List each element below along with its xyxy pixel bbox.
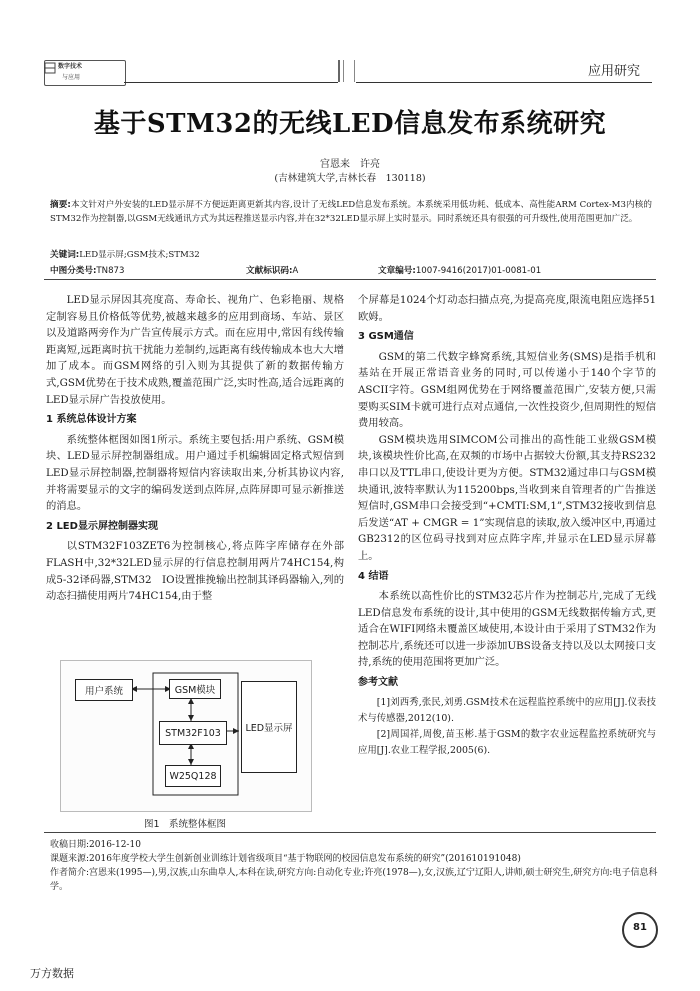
right-column [358,292,656,759]
article-number-label: 文章编号: [378,266,416,276]
authors: 宫恩来 许亮 [320,159,380,170]
received-date: 收稿日期:2016-12-10 [50,840,141,850]
keywords-label: 关键词: [50,250,80,260]
article-number-value: 1007-9416(2017)01-0081-01 [415,266,542,276]
author-bio: 作者简介:宫恩来(1995—),男,汉族,山东曲阜人,本科在读,研究方向:自动化专业;许亮(1978—),女,汉族,辽宁辽阳人,讲师,硕士研究生,研究方向:电子信息科学。 [50,868,658,892]
user-system-box: 用户系统 [75,679,133,701]
section-3-heading: 3 GSM通信 [358,331,414,343]
project-source: 课题来源:2016年度学校大学生创新创业训练计划省级项目“基于物联网的校园信息发布系统的研究”(201610191048) [50,854,521,864]
left-column [46,292,344,605]
header-rule [356,82,652,83]
led-display-box: LED显示屏 [241,681,297,773]
affiliation: (吉林建筑大学,吉林长春 130118) [274,173,426,184]
section-1-paragraph: 系统整体框图如图1所示。系统主要包括:用户系统、GSM模块、LED显示屏控制器组成。用户通过手机编辑固定格式短信到LED显示屏控制器,控制器将短信内容读取出来,分析其协议内容,并将需要显示的文字的编码发送到点阵屏,点阵屏即可显示新推送的消息。 [46,433,344,513]
journal-logo-line1: 数字技术 [58,63,83,70]
section-2-heading: 2 LED显示屏控制器实现 [46,520,158,532]
section-3-paragraph-1: GSM的第二代数字蜂窝系统,其短信业务(SMS)是指手机和基站在开展正常语音业务的同时,可以传递小于140个字节的ASCII字符。GSM组网优势在于网络覆盖范围广,安装方便,只需要购买SIM卡就可进行点对点通信,一次性投资少,但周期性的短信费用较高。 [358,350,656,430]
figure-1-caption: 图1 系统整体框图 [143,819,227,830]
continued-paragraph: 个屏幕是1024个灯动态扫描点亮,为提高亮度,限流电阻应选择51欧姆。 [358,294,656,323]
abstract-rule [44,279,656,280]
section-4-heading: 4 结语 [358,570,389,582]
section-4-paragraph: 本系统以高性价比的STM32芯片作为控制芯片,完成了无线LED信息发布系统的设计,其中使用的GSM无线数据传输方式,更适合在WIFI网络未覆盖区域使用,本设计由于采用了STM32作为控制芯片,系统还可以进一步添加UBS设备支持以及以太网接口支持,系统的使用范围将更加广泛。 [358,590,656,669]
clc-value: TN873 [96,266,125,276]
doc-code-label: 文献标识码: [246,266,293,276]
header-divider [338,60,340,82]
clc-number [50,264,125,276]
flash-box: W25Q128 [165,765,221,787]
keywords [50,248,200,260]
paper-title: 基于STM32的无线LED信息发布系统研究 [93,109,607,139]
header-divider [343,60,344,82]
section-2-paragraph: 以STM32F103ZET6为控制核心,将点阵字库储存在外部FLASH中,32*32LED显示屏的行信息控制用两片74HC154,构成5-32译码器,STM32 IO设置推挽输出控制其译码器输入,列的动态扫描使用两片74HC154,由于整 [46,540,344,603]
abstract [50,198,652,226]
reference-item: [2]周国祥,周俊,苗玉彬.基于GSM的数字农业远程监控系统研究与应用[J].农业工程学报,2005(6). [358,728,656,756]
journal-logo [44,60,126,86]
abstract-label: 摘要: [50,200,71,210]
doc-code [246,264,298,276]
abstract-text: 本文针对户外安装的LED显示屏不方便远距离更新其内容,设计了无线LED信息发布系统。本系统采用低功耗、低成本、高性能ARM Cortex-M3内核的STM32作为控制器,以GSM无线通讯方式为其远程推送显示内容,并在32*32LED显示屏上实时显示。同时系统还具有很强的可升级性,使用范围更加广泛。 [50,200,653,224]
journal-logo-icon [44,62,56,74]
figure-1-diagram [60,660,312,812]
stm32-box: STM32F103 [159,721,227,745]
footer-rule [44,832,656,833]
clc-label: 中图分类号: [50,266,97,276]
references-heading: 参考文献 [358,677,398,689]
gsm-module-box: GSM模块 [169,679,221,699]
header-divider [354,60,355,82]
page-number: 81 [633,922,647,933]
section-label: 应用研究 [588,64,641,79]
reference-item: [1]刘西秀,张民,刘勇.GSM技术在远程监控系统中的应用[J].仪表技术与传感器,2012(10). [358,696,656,724]
intro-paragraph: LED显示屏因其亮度高、寿命长、视角广、色彩艳丽、规格定制容易且价格低等优势,被越来越多的应用到商场、车站、景区以及道路两旁作为广告宣传展示方式。而在应用中,常因有线传输距离短,远距离时抗干扰能力差制约,远距离有线传输成本也大大增加了成本。而GSM网络的引入则为其提供了新的数据传输方式,GSM优势在于技术成熟,覆盖范围广泛,实时性高,适合远距离的LED显示屏广告投放使用。 [46,294,344,406]
database-watermark: 万方数据 [30,967,74,980]
journal-logo-line2: 与应用 [62,74,81,81]
keywords-text: LED显示屏;GSM技术;STM32 [79,250,200,260]
section-3-paragraph-2: GSM模块选用SIMCOM公司推出的高性能工业级GSM模块,该模块性价比高,在双频的市场中占据较大份额,其支持RS232串口以及TTL串口,使设计更为方便。STM32通过串口与GSM模块通讯,波特率默认为115200bps,当收到来自管理者的广告推送短信时,GSM串口会接受到“+CMTI:SM,1”,STM32接收到信息后发送“AT + CMGR = 1”实现信息的读取,放入缓冲区中,再通过GB2312的区位码寻找到对应点阵字库,并显示在LED显示屏幕上。 [358,433,656,562]
header-rule [124,82,338,83]
section-1-heading: 1 系统总体设计方案 [46,414,137,426]
doc-code-value: A [292,266,299,276]
article-number [378,264,541,276]
